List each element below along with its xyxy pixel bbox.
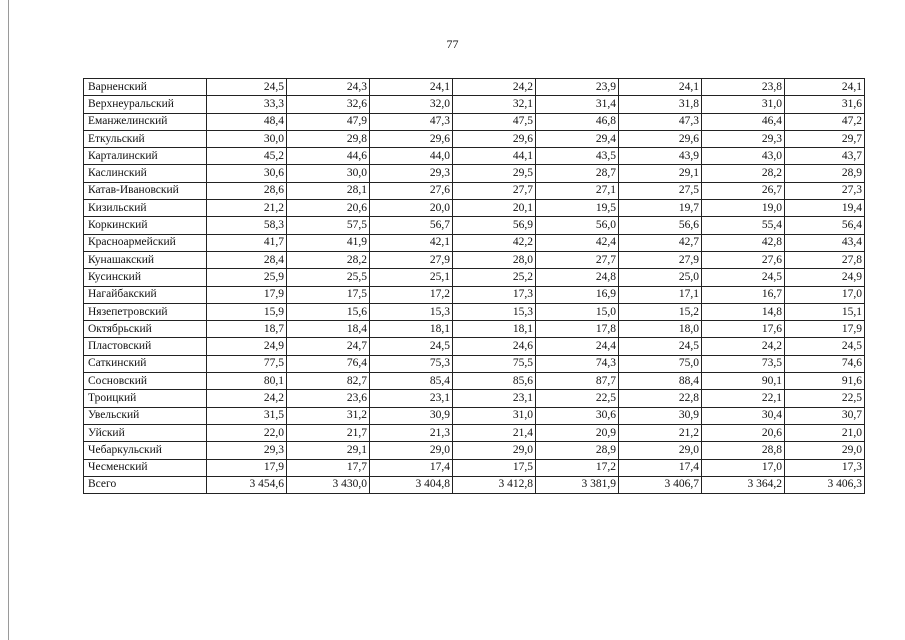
- value-cell: 3 364,2: [702, 476, 785, 493]
- district-name-cell: Саткинский: [84, 355, 207, 372]
- value-cell: 28,0: [453, 251, 536, 268]
- value-cell: 32,6: [287, 96, 370, 113]
- value-cell: 19,4: [785, 200, 865, 217]
- value-cell: 21,0: [785, 424, 865, 441]
- value-cell: 27,6: [370, 182, 453, 199]
- table-row: [84, 182, 865, 199]
- value-cell: 24,7: [287, 338, 370, 355]
- value-cell: 29,7: [785, 130, 865, 147]
- value-cell: 15,1: [785, 303, 865, 320]
- value-cell: 17,9: [207, 286, 287, 303]
- value-cell: 57,5: [287, 217, 370, 234]
- table-row: [84, 79, 865, 96]
- value-cell: 56,0: [536, 217, 619, 234]
- value-cell: 20,0: [370, 200, 453, 217]
- district-name-cell: Пластовский: [84, 338, 207, 355]
- table-row: [84, 476, 865, 493]
- district-name-cell: Карталинский: [84, 148, 207, 165]
- value-cell: 3 406,3: [785, 476, 865, 493]
- value-cell: 17,4: [619, 459, 702, 476]
- value-cell: 43,4: [785, 234, 865, 251]
- value-cell: 30,9: [370, 407, 453, 424]
- value-cell: 14,8: [702, 303, 785, 320]
- value-cell: 17,1: [619, 286, 702, 303]
- value-cell: 28,9: [785, 165, 865, 182]
- page-number: 77: [446, 37, 459, 51]
- value-cell: 27,6: [702, 251, 785, 268]
- value-cell: 24,5: [370, 338, 453, 355]
- value-cell: 17,6: [702, 321, 785, 338]
- table-row: [84, 130, 865, 147]
- value-cell: 27,3: [785, 182, 865, 199]
- value-cell: 41,7: [207, 234, 287, 251]
- value-cell: 41,9: [287, 234, 370, 251]
- value-cell: 31,5: [207, 407, 287, 424]
- value-cell: 77,5: [207, 355, 287, 372]
- value-cell: 27,9: [619, 251, 702, 268]
- value-cell: 21,2: [207, 200, 287, 217]
- value-cell: 17,0: [785, 286, 865, 303]
- district-name-cell: Еткульский: [84, 130, 207, 147]
- value-cell: 24,9: [207, 338, 287, 355]
- district-name-cell: Варненский: [84, 79, 207, 96]
- value-cell: 29,6: [370, 130, 453, 147]
- table-row: [84, 407, 865, 424]
- value-cell: 24,1: [370, 79, 453, 96]
- value-cell: 73,5: [702, 355, 785, 372]
- value-cell: 30,7: [785, 407, 865, 424]
- value-cell: 15,2: [619, 303, 702, 320]
- value-cell: 3 454,6: [207, 476, 287, 493]
- district-name-cell: Всего: [84, 476, 207, 493]
- value-cell: 91,6: [785, 373, 865, 390]
- value-cell: 15,3: [453, 303, 536, 320]
- value-cell: 30,9: [619, 407, 702, 424]
- value-cell: 17,5: [453, 459, 536, 476]
- value-cell: 58,3: [207, 217, 287, 234]
- value-cell: 56,9: [453, 217, 536, 234]
- value-cell: 29,3: [702, 130, 785, 147]
- value-cell: 29,3: [370, 165, 453, 182]
- district-name-cell: Каслинский: [84, 165, 207, 182]
- value-cell: 30,4: [702, 407, 785, 424]
- table-row: [84, 234, 865, 251]
- value-cell: 24,5: [619, 338, 702, 355]
- table-row: [84, 355, 865, 372]
- value-cell: 3 412,8: [453, 476, 536, 493]
- data-table: [83, 78, 865, 494]
- table-row: [84, 373, 865, 390]
- value-cell: 25,0: [619, 269, 702, 286]
- value-cell: 29,0: [619, 442, 702, 459]
- district-name-cell: Чебаркульский: [84, 442, 207, 459]
- value-cell: 25,5: [287, 269, 370, 286]
- value-cell: 17,0: [702, 459, 785, 476]
- district-name-cell: Сосновский: [84, 373, 207, 390]
- value-cell: 27,7: [536, 251, 619, 268]
- value-cell: 29,0: [370, 442, 453, 459]
- value-cell: 44,0: [370, 148, 453, 165]
- value-cell: 32,0: [370, 96, 453, 113]
- value-cell: 28,9: [536, 442, 619, 459]
- value-cell: 29,8: [287, 130, 370, 147]
- value-cell: 29,1: [287, 442, 370, 459]
- value-cell: 17,2: [370, 286, 453, 303]
- value-cell: 16,7: [702, 286, 785, 303]
- value-cell: 21,4: [453, 424, 536, 441]
- value-cell: 20,1: [453, 200, 536, 217]
- value-cell: 24,2: [702, 338, 785, 355]
- district-name-cell: Верхнеуральский: [84, 96, 207, 113]
- value-cell: 21,3: [370, 424, 453, 441]
- district-name-cell: Красноармейский: [84, 234, 207, 251]
- value-cell: 24,6: [453, 338, 536, 355]
- value-cell: 29,4: [536, 130, 619, 147]
- value-cell: 18,1: [453, 321, 536, 338]
- value-cell: 29,5: [453, 165, 536, 182]
- value-cell: 24,5: [702, 269, 785, 286]
- value-cell: 47,3: [370, 113, 453, 130]
- value-cell: 18,1: [370, 321, 453, 338]
- value-cell: 85,6: [453, 373, 536, 390]
- value-cell: 18,7: [207, 321, 287, 338]
- value-cell: 74,6: [785, 355, 865, 372]
- value-cell: 28,2: [287, 251, 370, 268]
- value-cell: 55,4: [702, 217, 785, 234]
- value-cell: 17,4: [370, 459, 453, 476]
- value-cell: 17,5: [287, 286, 370, 303]
- value-cell: 29,0: [453, 442, 536, 459]
- value-cell: 17,8: [536, 321, 619, 338]
- value-cell: 18,4: [287, 321, 370, 338]
- district-name-cell: Кунашакский: [84, 251, 207, 268]
- value-cell: 17,2: [536, 459, 619, 476]
- value-cell: 85,4: [370, 373, 453, 390]
- value-cell: 20,6: [702, 424, 785, 441]
- value-cell: 21,7: [287, 424, 370, 441]
- value-cell: 32,1: [453, 96, 536, 113]
- value-cell: 30,0: [207, 130, 287, 147]
- value-cell: 90,1: [702, 373, 785, 390]
- value-cell: 29,6: [619, 130, 702, 147]
- value-cell: 56,6: [619, 217, 702, 234]
- value-cell: 56,4: [785, 217, 865, 234]
- value-cell: 24,5: [785, 338, 865, 355]
- value-cell: 19,5: [536, 200, 619, 217]
- value-cell: 23,9: [536, 79, 619, 96]
- district-name-cell: Катав-Ивановский: [84, 182, 207, 199]
- value-cell: 22,8: [619, 390, 702, 407]
- value-cell: 19,7: [619, 200, 702, 217]
- value-cell: 75,3: [370, 355, 453, 372]
- value-cell: 22,5: [785, 390, 865, 407]
- table-row: [84, 286, 865, 303]
- value-cell: 22,5: [536, 390, 619, 407]
- value-cell: 17,7: [287, 459, 370, 476]
- value-cell: 24,8: [536, 269, 619, 286]
- value-cell: 17,9: [207, 459, 287, 476]
- value-cell: 75,0: [619, 355, 702, 372]
- table-row: [84, 96, 865, 113]
- value-cell: 22,1: [702, 390, 785, 407]
- value-cell: 24,5: [207, 79, 287, 96]
- table-row: [84, 113, 865, 130]
- value-cell: 24,3: [287, 79, 370, 96]
- value-cell: 24,9: [785, 269, 865, 286]
- value-cell: 21,2: [619, 424, 702, 441]
- value-cell: 88,4: [619, 373, 702, 390]
- table-row: [84, 424, 865, 441]
- value-cell: 31,0: [453, 407, 536, 424]
- district-name-cell: Троицкий: [84, 390, 207, 407]
- value-cell: 25,1: [370, 269, 453, 286]
- value-cell: 28,7: [536, 165, 619, 182]
- district-name-cell: Еманжелинский: [84, 113, 207, 130]
- value-cell: 42,8: [702, 234, 785, 251]
- value-cell: 31,2: [287, 407, 370, 424]
- value-cell: 31,0: [702, 96, 785, 113]
- value-cell: 24,4: [536, 338, 619, 355]
- value-cell: 42,1: [370, 234, 453, 251]
- value-cell: 29,0: [785, 442, 865, 459]
- value-cell: 76,4: [287, 355, 370, 372]
- value-cell: 18,0: [619, 321, 702, 338]
- page-edge-line: [8, 0, 9, 640]
- value-cell: 42,2: [453, 234, 536, 251]
- value-cell: 16,9: [536, 286, 619, 303]
- value-cell: 3 430,0: [287, 476, 370, 493]
- value-cell: 15,9: [207, 303, 287, 320]
- value-cell: 23,6: [287, 390, 370, 407]
- value-cell: 45,2: [207, 148, 287, 165]
- value-cell: 44,6: [287, 148, 370, 165]
- value-cell: 31,4: [536, 96, 619, 113]
- value-cell: 20,9: [536, 424, 619, 441]
- value-cell: 27,8: [785, 251, 865, 268]
- district-name-cell: Кусинский: [84, 269, 207, 286]
- value-cell: 75,5: [453, 355, 536, 372]
- district-name-cell: Коркинский: [84, 217, 207, 234]
- value-cell: 25,2: [453, 269, 536, 286]
- value-cell: 82,7: [287, 373, 370, 390]
- value-cell: 47,2: [785, 113, 865, 130]
- value-cell: 46,4: [702, 113, 785, 130]
- value-cell: 28,1: [287, 182, 370, 199]
- table-row: [84, 338, 865, 355]
- value-cell: 29,1: [619, 165, 702, 182]
- table-row: [84, 269, 865, 286]
- value-cell: 48,4: [207, 113, 287, 130]
- value-cell: 23,1: [370, 390, 453, 407]
- table-row: [84, 251, 865, 268]
- value-cell: 80,1: [207, 373, 287, 390]
- value-cell: 30,6: [536, 407, 619, 424]
- value-cell: 24,2: [207, 390, 287, 407]
- value-cell: 47,5: [453, 113, 536, 130]
- value-cell: 23,1: [453, 390, 536, 407]
- value-cell: 25,9: [207, 269, 287, 286]
- value-cell: 24,1: [785, 79, 865, 96]
- value-cell: 22,0: [207, 424, 287, 441]
- value-cell: 19,0: [702, 200, 785, 217]
- value-cell: 3 404,8: [370, 476, 453, 493]
- value-cell: 43,0: [702, 148, 785, 165]
- value-cell: 74,3: [536, 355, 619, 372]
- value-cell: 27,5: [619, 182, 702, 199]
- table-row: [84, 200, 865, 217]
- table-row: [84, 217, 865, 234]
- value-cell: 30,0: [287, 165, 370, 182]
- value-cell: 15,0: [536, 303, 619, 320]
- value-cell: 47,3: [619, 113, 702, 130]
- value-cell: 56,7: [370, 217, 453, 234]
- value-cell: 24,2: [453, 79, 536, 96]
- value-cell: 17,3: [785, 459, 865, 476]
- value-cell: 44,1: [453, 148, 536, 165]
- value-cell: 17,9: [785, 321, 865, 338]
- value-cell: 42,7: [619, 234, 702, 251]
- value-cell: 28,6: [207, 182, 287, 199]
- table-row: [84, 165, 865, 182]
- value-cell: 31,8: [619, 96, 702, 113]
- district-name-cell: Увельский: [84, 407, 207, 424]
- table-row: [84, 321, 865, 338]
- value-cell: 15,3: [370, 303, 453, 320]
- value-cell: 43,9: [619, 148, 702, 165]
- value-cell: 26,7: [702, 182, 785, 199]
- value-cell: 43,7: [785, 148, 865, 165]
- value-cell: 28,4: [207, 251, 287, 268]
- value-cell: 29,6: [453, 130, 536, 147]
- value-cell: 29,3: [207, 442, 287, 459]
- value-cell: 23,8: [702, 79, 785, 96]
- table-row: [84, 303, 865, 320]
- value-cell: 27,7: [453, 182, 536, 199]
- value-cell: 46,8: [536, 113, 619, 130]
- value-cell: 20,6: [287, 200, 370, 217]
- value-cell: 31,6: [785, 96, 865, 113]
- value-cell: 42,4: [536, 234, 619, 251]
- value-cell: 27,1: [536, 182, 619, 199]
- value-cell: 47,9: [287, 113, 370, 130]
- value-cell: 3 381,9: [536, 476, 619, 493]
- district-name-cell: Уйский: [84, 424, 207, 441]
- value-cell: 28,2: [702, 165, 785, 182]
- district-name-cell: Октябрьский: [84, 321, 207, 338]
- table-row: [84, 148, 865, 165]
- value-cell: 17,3: [453, 286, 536, 303]
- district-name-cell: Нязепетровский: [84, 303, 207, 320]
- district-name-cell: Нагайбакский: [84, 286, 207, 303]
- table-row: [84, 442, 865, 459]
- table-body: [84, 79, 865, 494]
- table-row: [84, 390, 865, 407]
- table-row: [84, 459, 865, 476]
- value-cell: 87,7: [536, 373, 619, 390]
- value-cell: 15,6: [287, 303, 370, 320]
- value-cell: 28,8: [702, 442, 785, 459]
- value-cell: 24,1: [619, 79, 702, 96]
- value-cell: 27,9: [370, 251, 453, 268]
- value-cell: 30,6: [207, 165, 287, 182]
- district-name-cell: Кизильский: [84, 200, 207, 217]
- value-cell: 33,3: [207, 96, 287, 113]
- value-cell: 43,5: [536, 148, 619, 165]
- district-name-cell: Чесменский: [84, 459, 207, 476]
- value-cell: 3 406,7: [619, 476, 702, 493]
